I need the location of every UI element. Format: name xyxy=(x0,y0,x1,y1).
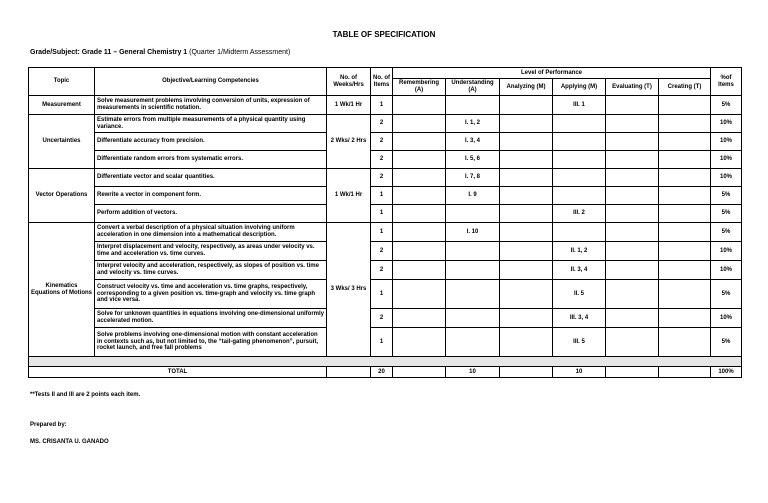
items-cell: 2 xyxy=(371,133,393,151)
percent-cell: 10% xyxy=(711,309,742,328)
percent-cell: 5% xyxy=(711,328,742,357)
table-row xyxy=(29,309,742,328)
understanding-cell: I. 3, 4 xyxy=(446,133,500,151)
understanding-cell xyxy=(446,261,500,280)
items-cell: 1 xyxy=(371,187,393,205)
weeks-cell: 2 Wks/ 2 Hrs xyxy=(327,115,371,169)
prepared-by-label: Prepared by: xyxy=(30,422,67,428)
objective-cell: Differentiate random errors from systematic errors. xyxy=(95,151,327,169)
header-percent: %of Items xyxy=(711,68,742,96)
percent-cell: 10% xyxy=(711,169,742,187)
understanding-cell xyxy=(446,242,500,261)
percent-cell: 10% xyxy=(711,133,742,151)
items-cell: 2 xyxy=(371,115,393,133)
grade-subject-line xyxy=(30,49,290,56)
items-cell: 1 xyxy=(371,328,393,357)
weeks-cell: 1 Wk/1 Hr xyxy=(327,96,371,115)
topic-cell: Kinematics Equations of Motions xyxy=(29,223,95,357)
understanding-cell: I. 9 xyxy=(446,187,500,205)
objective-cell: Rewrite a vector in component form. xyxy=(95,187,327,205)
items-cell: 2 xyxy=(371,242,393,261)
total-understanding: 10 xyxy=(446,367,500,378)
header-level: Analyzing (M) xyxy=(500,79,553,96)
applying-cell: III. 2 xyxy=(553,205,606,223)
table-row xyxy=(29,115,742,133)
applying-cell xyxy=(553,169,606,187)
percent-cell: 10% xyxy=(711,151,742,169)
header-level: Applying (M) xyxy=(553,79,606,96)
objective-cell: Estimate errors from multiple measurements of a physical quantity using variance. xyxy=(95,115,327,133)
percent-cell: 10% xyxy=(711,242,742,261)
header-level: Evaluating (T) xyxy=(606,79,659,96)
percent-cell: 10% xyxy=(711,261,742,280)
subject-detail: (Quarter 1/Midterm Assessment) xyxy=(187,49,291,56)
total-percent: 100% xyxy=(711,367,742,378)
items-cell: 1 xyxy=(371,280,393,309)
header-level-of-performance: Level of Performance xyxy=(393,68,711,79)
understanding-cell: I. 10 xyxy=(446,223,500,242)
total-items: 20 xyxy=(371,367,393,378)
applying-cell: II. 5 xyxy=(553,280,606,309)
total-label: TOTAL xyxy=(29,367,327,378)
percent-cell: 5% xyxy=(711,187,742,205)
objective-cell: Solve for unknown quantities in equations involving one-dimensional uniformly accelerated motion. xyxy=(95,309,327,328)
total-applying: 10 xyxy=(553,367,606,378)
understanding-cell xyxy=(446,309,500,328)
header-level: Understanding (A) xyxy=(446,79,500,96)
items-cell: 2 xyxy=(371,169,393,187)
understanding-cell xyxy=(446,205,500,223)
header-level: Remembering (A) xyxy=(393,79,446,96)
topic-cell: Uncertainties xyxy=(29,115,95,169)
table-row xyxy=(29,280,742,309)
applying-cell xyxy=(553,133,606,151)
header-weeks: No. of Weeks/Hrs xyxy=(327,68,371,96)
objective-cell: Differentiate accuracy from precision. xyxy=(95,133,327,151)
table-row xyxy=(29,151,742,169)
applying-cell xyxy=(553,187,606,205)
table-row xyxy=(29,96,742,115)
percent-cell: 5% xyxy=(711,96,742,115)
header-level: Creating (T) xyxy=(659,79,711,96)
applying-cell: III. 5 xyxy=(553,328,606,357)
understanding-cell: I. 5, 6 xyxy=(446,151,500,169)
weeks-cell: 1 Wk/1 Hr xyxy=(327,169,371,223)
items-cell: 2 xyxy=(371,261,393,280)
objective-cell: Interpret velocity and acceleration, respectively, as slopes of position vs. time and velocity vs. time curves. xyxy=(95,261,327,280)
applying-cell xyxy=(553,115,606,133)
understanding-cell: I. 1, 2 xyxy=(446,115,500,133)
applying-cell: II. 1, 2 xyxy=(553,242,606,261)
preparer-name: MS. CRISANTA U. GANADO xyxy=(30,439,109,445)
table-row xyxy=(29,242,742,261)
objective-cell: Construct velocity vs. time and acceleration vs. time graphs, respectively, corresponding to a given position vs. time-graph and velocity vs. time graph and vice versa. xyxy=(95,280,327,309)
table-row xyxy=(29,169,742,187)
table-row xyxy=(29,133,742,151)
percent-cell: 10% xyxy=(711,115,742,133)
separator-row xyxy=(29,357,742,367)
total-row xyxy=(29,367,742,378)
objective-cell: Interpret displacement and velocity, respectively, as areas under velocity vs. time and acceleration vs. time curves. xyxy=(95,242,327,261)
header-items: No. of Items xyxy=(371,68,393,96)
items-cell: 1 xyxy=(371,96,393,115)
document-title: TABLE OF SPECIFICATION xyxy=(332,30,436,39)
topic-cell: Vector Operations xyxy=(29,169,95,223)
percent-cell: 5% xyxy=(711,280,742,309)
applying-cell xyxy=(553,223,606,242)
applying-cell xyxy=(553,151,606,169)
table-row xyxy=(29,187,742,205)
understanding-cell xyxy=(446,280,500,309)
specification-table xyxy=(28,67,742,378)
items-cell: 2 xyxy=(371,309,393,328)
understanding-cell: I. 7, 8 xyxy=(446,169,500,187)
subject-label: Grade/Subject: Grade 11 – General Chemistry 1 xyxy=(30,49,188,56)
understanding-cell xyxy=(446,328,500,357)
applying-cell: III. 1 xyxy=(553,96,606,115)
objective-cell: Perform addition of vectors. xyxy=(95,205,327,223)
objective-cell: Solve measurement problems involving conversion of units, expression of measurements in scientific notation. xyxy=(95,96,327,115)
scoring-note: **Tests II and III are 2 points each item. xyxy=(30,392,141,398)
table-row xyxy=(29,261,742,280)
objective-cell: Differentiate vector and scalar quantities. xyxy=(95,169,327,187)
objective-cell: Convert a verbal description of a physical situation involving uniform acceleration in one dimension into a mathematical description. xyxy=(95,223,327,242)
objective-cell: Solve problems involving one-dimensional motion with constant acceleration in contexts such as, but not limited to, the “tail-gating phenomenon”, pursuit, rocket launch, and free fall problems xyxy=(95,328,327,357)
understanding-cell xyxy=(446,96,500,115)
items-cell: 1 xyxy=(371,205,393,223)
weeks-cell: 3 Wks/ 3 Hrs xyxy=(327,223,371,357)
items-cell: 1 xyxy=(371,223,393,242)
table-row xyxy=(29,205,742,223)
table-row xyxy=(29,223,742,242)
percent-cell: 5% xyxy=(711,205,742,223)
header-topic: Topic xyxy=(29,68,95,96)
header-objective: Objective/Learning Competencies xyxy=(95,68,327,96)
items-cell: 2 xyxy=(371,151,393,169)
table-row xyxy=(29,328,742,357)
percent-cell: 5% xyxy=(711,223,742,242)
applying-cell: III. 3, 4 xyxy=(553,309,606,328)
applying-cell: II. 3, 4 xyxy=(553,261,606,280)
topic-cell: Measurement xyxy=(29,96,95,115)
